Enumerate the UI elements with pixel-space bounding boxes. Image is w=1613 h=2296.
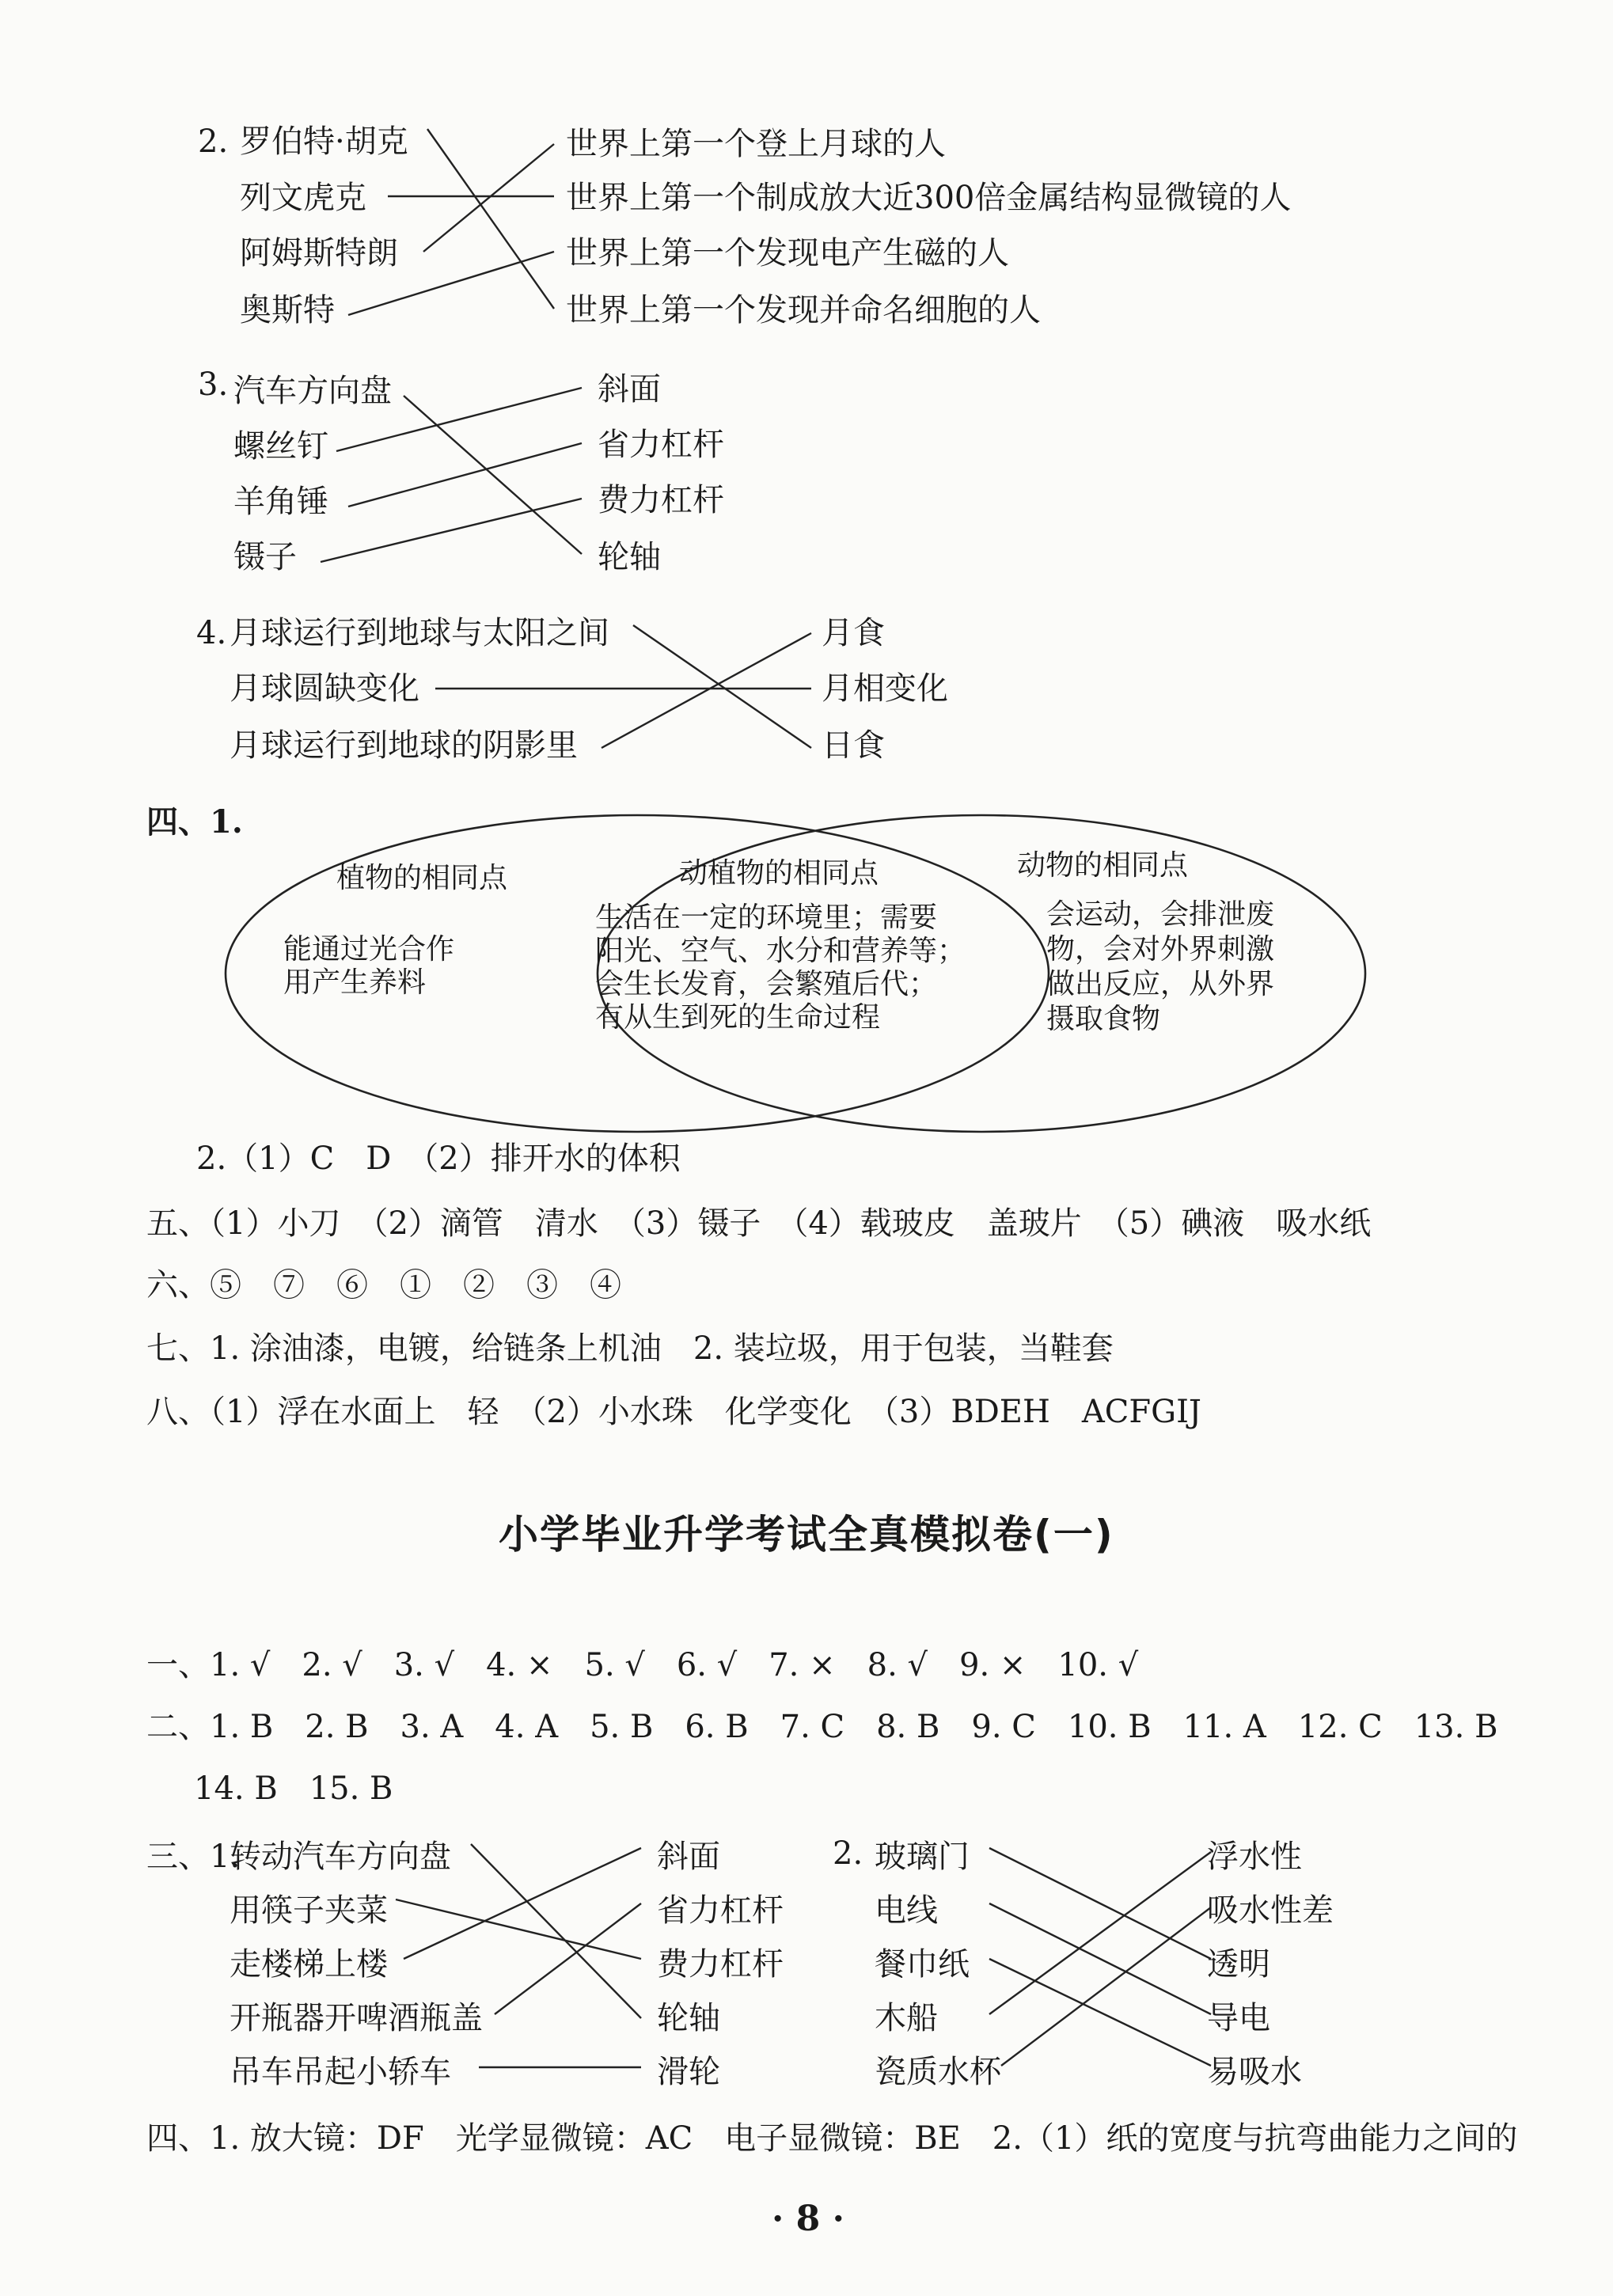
match4-left-1: 月球运行到地球与太阳之间	[230, 615, 609, 651]
match2-left-2: 列文虎克	[240, 180, 366, 216]
connector-line	[321, 499, 582, 562]
match2-right-1: 世界上第一个登上月球的人	[566, 126, 946, 162]
venn-both-title: 动植物的相同点	[679, 857, 879, 890]
exam-section-1: 一、1. √ 2. √ 3. √ 4. × 5. √ 6. √ 7. × 8. √ 9. × 10. √	[146, 1647, 1139, 1683]
exam-s3b-left-2: 电线	[875, 1892, 938, 1929]
section4-label: 四、1.	[146, 803, 243, 841]
connector-line	[471, 1844, 641, 2018]
connector-line	[495, 1903, 641, 2014]
venn-both-line-4: 有从生到死的生命过程	[595, 1001, 881, 1034]
connector-line	[989, 1848, 1211, 1959]
match4-right-1: 月食	[822, 615, 885, 651]
exam-section-3-label: 三、1.	[146, 1839, 241, 1875]
venn-plant-title: 植物的相同点	[336, 862, 508, 894]
match4-left-3: 月球运行到地球的阴影里	[230, 727, 578, 764]
connector-line	[1001, 1907, 1211, 2066]
match3-right-1: 斜面	[598, 371, 661, 408]
exam-s3-mid-2: 省力杠杆	[657, 1892, 784, 1929]
answer-section-6: 六、⑤ ⑦ ⑥ ① ② ③ ④	[146, 1267, 621, 1304]
exam-s3-left-4: 开瓶器开啤酒瓶盖	[230, 2000, 483, 2036]
match4-left-2: 月球圆缺变化	[230, 670, 419, 707]
match3-left-3: 羊角锤	[233, 484, 328, 520]
exam-section-2-line-2: 14. B 15. B	[194, 1770, 393, 1807]
page-number: · 8 ·	[772, 2199, 844, 2239]
venn-both-line-2: 阳光、空气、水分和营养等；	[595, 935, 966, 967]
match3-left-2: 螺丝钉	[233, 428, 328, 465]
venn-both-line-1: 生活在一定的环境里；需要	[595, 901, 938, 934]
exam-s3b-right-5: 易吸水	[1207, 2054, 1302, 2090]
connector-line	[423, 144, 554, 252]
venn-animal-line-2: 物，会对外界刺激	[1046, 933, 1275, 966]
exam-s3b-right-3: 透明	[1207, 1946, 1270, 1983]
exam-s3-mid-1: 斜面	[657, 1839, 720, 1875]
match2-right-2: 世界上第一个制成放大近300倍金属结构显微镜的人	[566, 180, 1292, 216]
connector-line	[427, 129, 554, 309]
venn-animal-line-3: 做出反应，从外界	[1046, 968, 1275, 1000]
match3-left-1: 汽车方向盘	[233, 373, 392, 409]
match3-right-2: 省力杠杆	[598, 427, 724, 463]
match3-right-4: 轮轴	[598, 539, 661, 575]
exam-s3b-left-5: 瓷质水杯	[875, 2054, 1001, 2090]
exam-s3b-right-2: 吸水性差	[1207, 1892, 1334, 1929]
match4-number: 4.	[196, 615, 227, 651]
connector-line	[404, 396, 582, 554]
match3-right-3: 费力杠杆	[598, 482, 724, 518]
exam-section-4: 四、1. 放大镜：DF 光学显微镜：AC 电子显微镜：BE 2.（1）纸的宽度与抗弯曲能力之间的	[146, 2120, 1518, 2157]
venn-plant-line-1: 能通过光合作	[283, 933, 455, 966]
venn-plant-line-2: 用产生养料	[283, 966, 427, 999]
exam-s3-mid-5: 滑轮	[657, 2054, 720, 2090]
connector-line	[602, 633, 811, 748]
exam-s3b-right-4: 导电	[1207, 2000, 1270, 2036]
answer-section-8: 八、（1）浮在水面上 轻 （2）小水珠 化学变化 （3）BDEH ACFGIJ	[146, 1394, 1201, 1430]
match2-left-1: 罗伯特·胡克	[240, 123, 408, 160]
exam-s3b-left-3: 餐巾纸	[875, 1946, 970, 1983]
exam-s3-left-1: 转动汽车方向盘	[230, 1839, 451, 1875]
venn-animal-line-1: 会运动，会排泄废	[1046, 898, 1275, 931]
match2-left-3: 阿姆斯特朗	[240, 235, 398, 271]
exam-s3b-left-4: 木船	[875, 2000, 938, 2036]
answer-section-7: 七、1. 涂油漆，电镀，给链条上机油 2. 装垃圾，用于包装，当鞋套	[146, 1330, 1114, 1367]
connector-line	[633, 625, 811, 748]
exam-s3-left-3: 走楼梯上楼	[230, 1946, 388, 1983]
exam-s3-left-2: 用筷子夹菜	[230, 1892, 388, 1929]
match2-right-3: 世界上第一个发现电产生磁的人	[566, 235, 1009, 271]
match3-left-4: 镊子	[233, 539, 297, 575]
exam-s3b-left-1: 玻璃门	[875, 1839, 970, 1875]
exam-section-2-line-1: 二、1. B 2. B 3. A 4. A 5. B 6. B 7. C 8. B 9. C 10. B 11. A 12. C 13. B	[146, 1709, 1498, 1745]
match2-left-4: 奥斯特	[240, 292, 335, 328]
exam-s3b-right-1: 浮水性	[1207, 1839, 1302, 1875]
connector-line	[989, 1903, 1211, 2014]
match2-number: 2.	[198, 123, 229, 160]
answer-section-5: 五、（1）小刀 （2）滴管 清水 （3）镊子 （4）载玻皮 盖玻片 （5）碘液 吸水纸	[146, 1205, 1372, 1242]
venn-animal-line-4: 摄取食物	[1046, 1003, 1161, 1035]
connector-line	[396, 1899, 641, 1959]
section4-q2: 2.（1）C D （2）排开水的体积	[196, 1140, 681, 1177]
exam-s3-mid-3: 费力杠杆	[657, 1946, 784, 1983]
connector-line	[348, 443, 582, 507]
match4-right-2: 月相变化	[822, 670, 948, 707]
match2-right-4: 世界上第一个发现并命名细胞的人	[566, 292, 1041, 328]
venn-both-line-3: 会生长发育，会繁殖后代；	[595, 968, 938, 1000]
exam-s3-mid-4: 轮轴	[657, 2000, 720, 2036]
exam-s3-left-5: 吊车吊起小轿车	[230, 2054, 451, 2090]
match4-right-3: 日食	[822, 727, 885, 764]
match3-number: 3.	[198, 366, 229, 403]
venn-animal-title: 动物的相同点	[1017, 849, 1189, 882]
exam-section-3b-label: 2.	[833, 1835, 863, 1872]
exam-title: 小学毕业升学考试全真模拟卷(一)	[499, 1512, 1114, 1558]
